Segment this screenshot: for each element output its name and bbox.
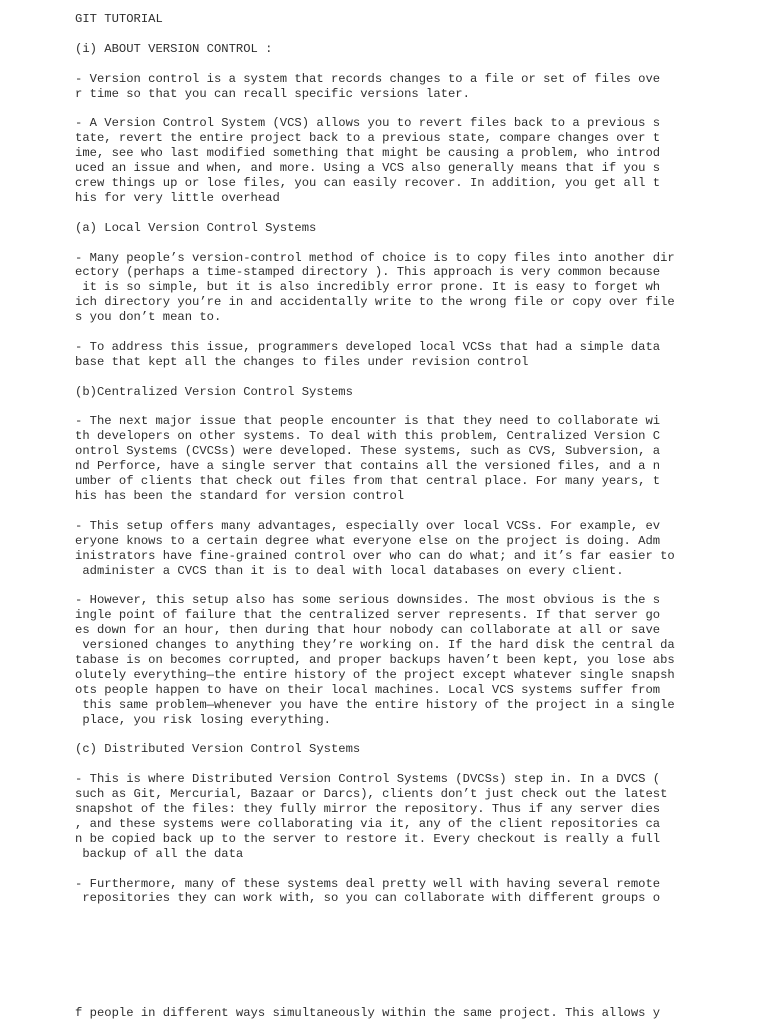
paragraph: - Many people’s version-control method of choice is to copy files into another dir ectory (perhaps a time-stamped directory ). This approach is very common because it is so simple, but it is also incredibly error prone. It is easy to forget wh ich directory you’re in and accidentally write to the wrong file or copy over file s you don’t mean to. (75, 250, 675, 325)
paragraph: - This is where Distributed Version Control Systems (DVCSs) step in. In a DVCS ( such as Git, Mercurial, Bazaar or Darcs), clients don’t just check out the latest snapshot of the files: they fully mirror the repository. Thus if any server dies , and these systems were collaborating via it, any of the client repositories ca n be copied back up to the server to restore it. Every checkout is really a full backup of all the data (75, 772, 668, 861)
paragraph: - Furthermore, many of these systems deal pretty well with having several remote repositories they can work with, so you can collaborate with different groups o (75, 876, 661, 906)
document-title: GIT TUTORIAL (75, 12, 163, 26)
subsection-heading: (b)Centralized Version Control Systems (75, 384, 353, 399)
paragraph: - To address this issue, programmers developed local VCSs that had a simple data base that kept all the changes to files under revision control (75, 339, 661, 369)
subsection-heading: (c) Distributed Version Control Systems (75, 742, 361, 757)
paragraph: - This setup offers many advantages, especially over local VCSs. For example, ev eryone knows to a certain degree what everyone else on the project is doing. Adm inistrators have fine-grained control over who can do what; and it’s far easier to administer a CVCS than it is to deal with local databases on every client. (75, 518, 675, 578)
subsection-heading: (a) Local Version Control Systems (75, 220, 317, 235)
paragraph: - Version control is a system that records changes to a file or set of files ove r time so that you can recall specific versions later. (75, 71, 661, 101)
paragraph: - However, this setup also has some serious downsides. The most obvious is the s ingle point of failure that the centralized server represents. If that server go es down for an hour, then during that hour nobody can collaborate at all or save versioned changes to anything they’re working on. If the hard disk the central da tabase is on becomes corrupted, and proper backups haven’t been kept, you lose abs olutely everything—the entire history of the project except whatever single snapsh ots people happen to have on their local machines. Local VCS systems suffer from this same problem—whenever you have the entire history of the project in a single place, you risk losing everything. (75, 593, 675, 727)
document-body (75, 12, 675, 906)
paragraph: - A Version Control System (VCS) allows you to revert files back to a previous s tate, revert the entire project back to a previous state, compare changes over t ime, see who last modified something that might be causing a problem, who introd uced an issue and when, and more. Using a VCS also generally means that if you s crew things up or lose files, you can easily recover. In addition, you get all t his for very little overhead (75, 116, 661, 205)
section-heading: (i) ABOUT VERSION CONTROL : (75, 41, 273, 56)
continuation-line: f people in different ways simultaneously within the same project. This allows y (75, 1006, 661, 1020)
paragraph: - The next major issue that people encounter is that they need to collaborate wi th developers on other systems. To deal with this problem, Centralized Version C ontrol Systems (CVCSs) were developed. These systems, such as CVS, Subversion, a nd Perforce, have a single server that contains all the versioned files, and a n umber of clients that check out files from that central place. For many years, t his has been the standard for version control (75, 414, 661, 503)
